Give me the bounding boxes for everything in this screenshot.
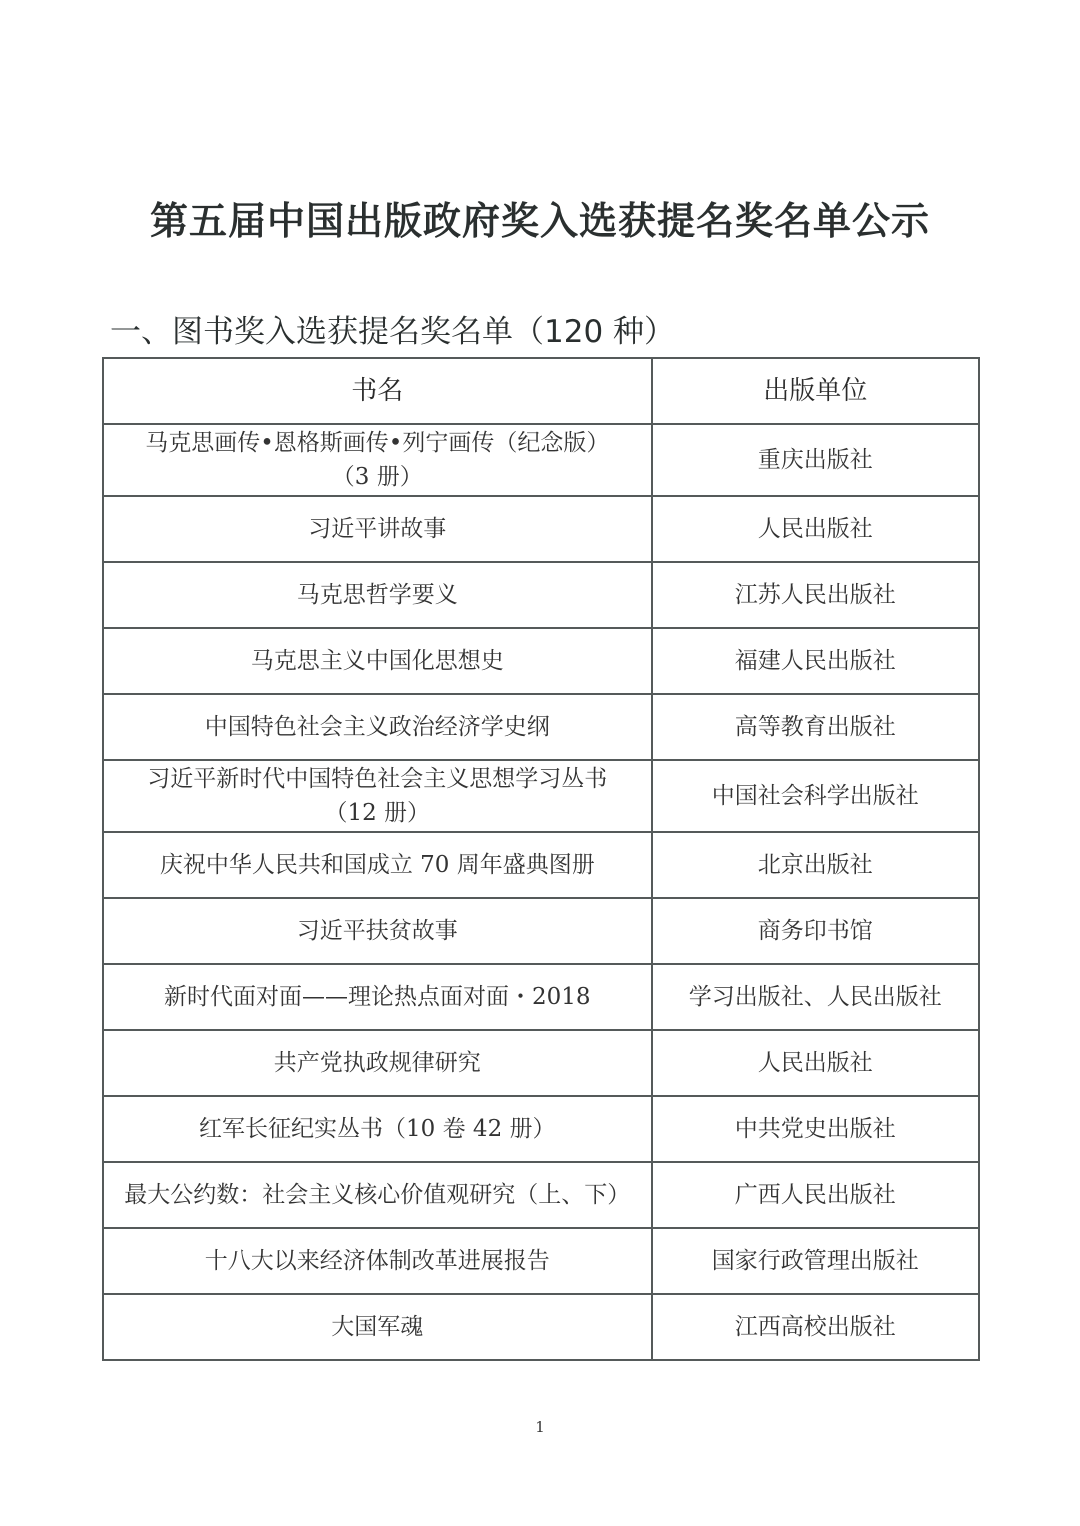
table-header-row	[103, 358, 979, 424]
header-book-title: 书名	[103, 358, 652, 424]
book-title: 习近平扶贫故事	[103, 898, 652, 964]
book-title: 马克思哲学要义	[103, 562, 652, 628]
table-row	[103, 628, 979, 694]
book-title: 最大公约数：社会主义核心价值观研究（上、下）	[103, 1162, 652, 1228]
book-title: 新时代面对面——理论热点面对面・2018	[103, 964, 652, 1030]
table-row	[103, 1096, 979, 1162]
publisher: 江西高校出版社	[652, 1294, 979, 1360]
publisher: 福建人民出版社	[652, 628, 979, 694]
book-title: 红军长征纪实丛书（10 卷 42 册）	[103, 1096, 652, 1162]
publisher: 中共党史出版社	[652, 1096, 979, 1162]
book-title	[103, 760, 652, 832]
table-row	[103, 1228, 979, 1294]
nominee-table	[102, 357, 980, 1361]
publisher: 商务印书馆	[652, 898, 979, 964]
publisher: 江苏人民出版社	[652, 562, 979, 628]
publisher: 中国社会科学出版社	[652, 760, 979, 832]
table-row	[103, 1030, 979, 1096]
publisher: 广西人民出版社	[652, 1162, 979, 1228]
book-title-line2: （3 册）	[331, 464, 423, 490]
table-row	[103, 424, 979, 496]
book-title-line2: （12 册）	[324, 800, 431, 826]
table-row	[103, 694, 979, 760]
book-title: 中国特色社会主义政治经济学史纲	[103, 694, 652, 760]
table-row	[103, 832, 979, 898]
document-title: 第五届中国出版政府奖入选获提名奖名单公示	[149, 199, 930, 243]
publisher: 人民出版社	[652, 1030, 979, 1096]
table-row	[103, 496, 979, 562]
publisher: 人民出版社	[652, 496, 979, 562]
publisher: 国家行政管理出版社	[652, 1228, 979, 1294]
publisher: 北京出版社	[652, 832, 979, 898]
book-title: 习近平讲故事	[103, 496, 652, 562]
book-title: 大国军魂	[103, 1294, 652, 1360]
book-title	[103, 424, 652, 496]
publisher: 高等教育出版社	[652, 694, 979, 760]
book-title: 马克思主义中国化思想史	[103, 628, 652, 694]
header-publisher: 出版单位	[652, 358, 979, 424]
book-title: 庆祝中华人民共和国成立 70 周年盛典图册	[103, 832, 652, 898]
book-title-line1: 习近平新时代中国特色社会主义思想学习丛书	[147, 766, 608, 792]
table-row	[103, 964, 979, 1030]
book-title: 十八大以来经济体制改革进展报告	[103, 1228, 652, 1294]
page-number: 1	[535, 1418, 545, 1436]
publisher: 重庆出版社	[652, 424, 979, 496]
section-heading: 一、图书奖入选获提名奖名单（120 种）	[110, 314, 676, 350]
book-title-line1: 马克思画传•恩格斯画传•列宁画传（纪念版）	[145, 430, 610, 456]
publisher: 学习出版社、人民出版社	[652, 964, 979, 1030]
table-row	[103, 898, 979, 964]
table-row	[103, 562, 979, 628]
table-row	[103, 760, 979, 832]
book-title: 共产党执政规律研究	[103, 1030, 652, 1096]
table-row	[103, 1162, 979, 1228]
table-row	[103, 1294, 979, 1360]
